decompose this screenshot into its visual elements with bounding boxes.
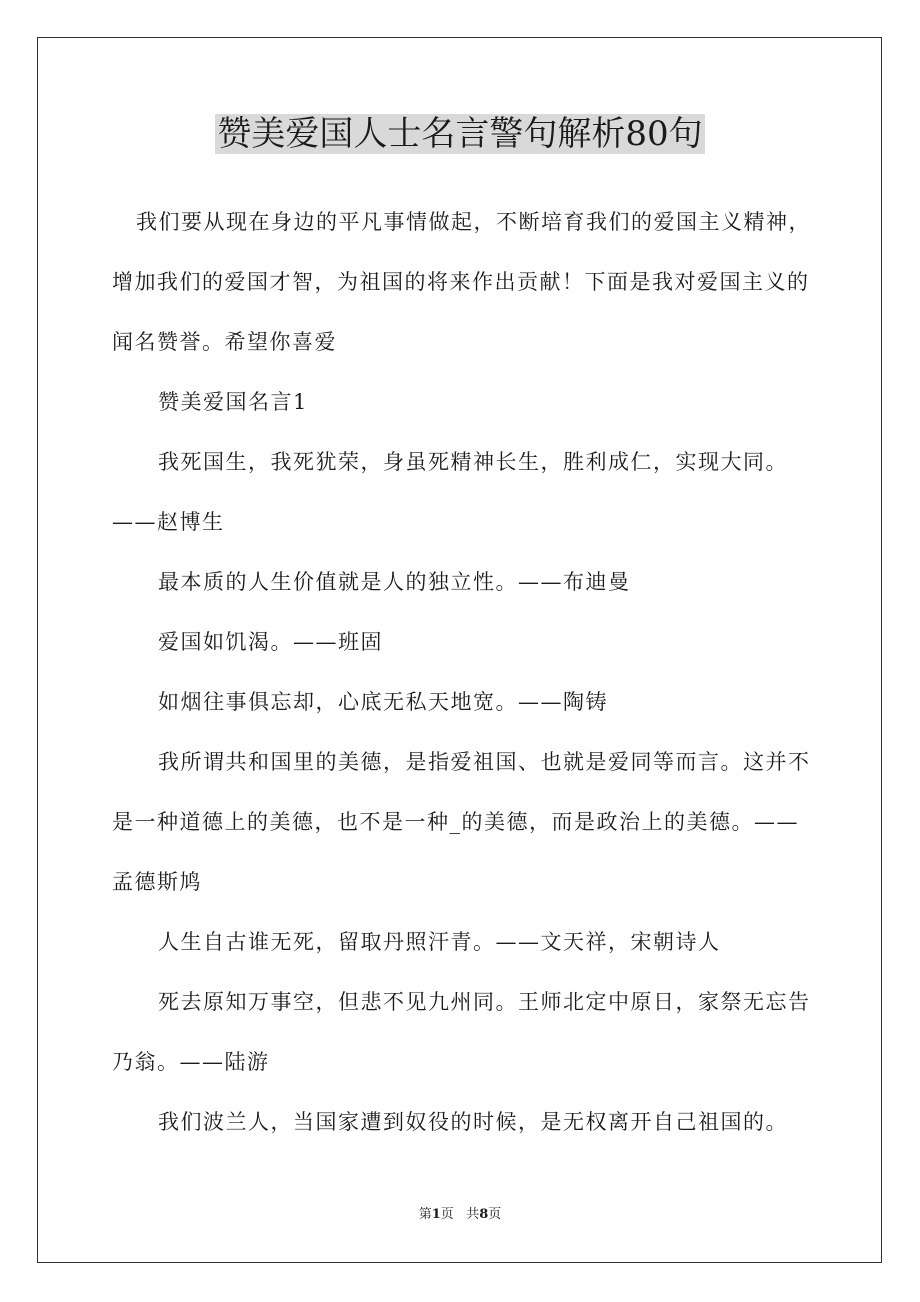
quote-paragraph: 我所谓共和国里的美德，是指爱祖国、也就是爱同等而言。这并不是一种道德上的美德，也不是一种_的美德，而是政治上的美德。——孟德斯鸠 <box>112 750 811 894</box>
page-total: 8 <box>479 1207 489 1222</box>
page-footer <box>0 1205 920 1225</box>
quote-paragraph: 死去原知万事空，但悲不见九州同。王师北定中原日，家祭无忘告乃翁。——陆游 <box>112 990 811 1074</box>
quote-paragraph: 我们波兰人，当国家遭到奴役的时候，是无权离开自己祖国的。 <box>158 1110 788 1134</box>
section-heading: 赞美爱国名言1 <box>158 390 308 414</box>
page-current: 1 <box>431 1207 441 1222</box>
intro-paragraph: 我们要从现在身边的平凡事情做起，不断培育我们的爱国主义精神，增加我们的爱国才智，为祖国的将来作出贡献！下面是我对爱国主义的闻名赞誉。希望你喜爱 <box>112 210 811 354</box>
page-suffix: 页 <box>440 1207 454 1222</box>
document-body <box>112 192 812 1152</box>
document-title-text: 赞美爱国人士名言警句解析80句 <box>217 114 703 154</box>
quote-paragraph: 如烟往事俱忘却，心底无私天地宽。——陶铸 <box>158 690 608 714</box>
total-suffix: 页 <box>488 1207 502 1222</box>
document-title <box>0 110 920 158</box>
total-prefix: 共 <box>466 1207 480 1222</box>
quote-paragraph: 我死国生，我死犹荣，身虽死精神长生，胜利成仁，实现大同。——赵博生 <box>112 450 788 534</box>
quote-paragraph: 最本质的人生价值就是人的独立性。——布迪曼 <box>158 570 631 594</box>
page-prefix: 第 <box>418 1207 432 1222</box>
quote-paragraph: 爱国如饥渴。——班固 <box>158 630 383 654</box>
quote-paragraph: 人生自古谁无死，留取丹照汗青。——文天祥，宋朝诗人 <box>158 930 721 954</box>
